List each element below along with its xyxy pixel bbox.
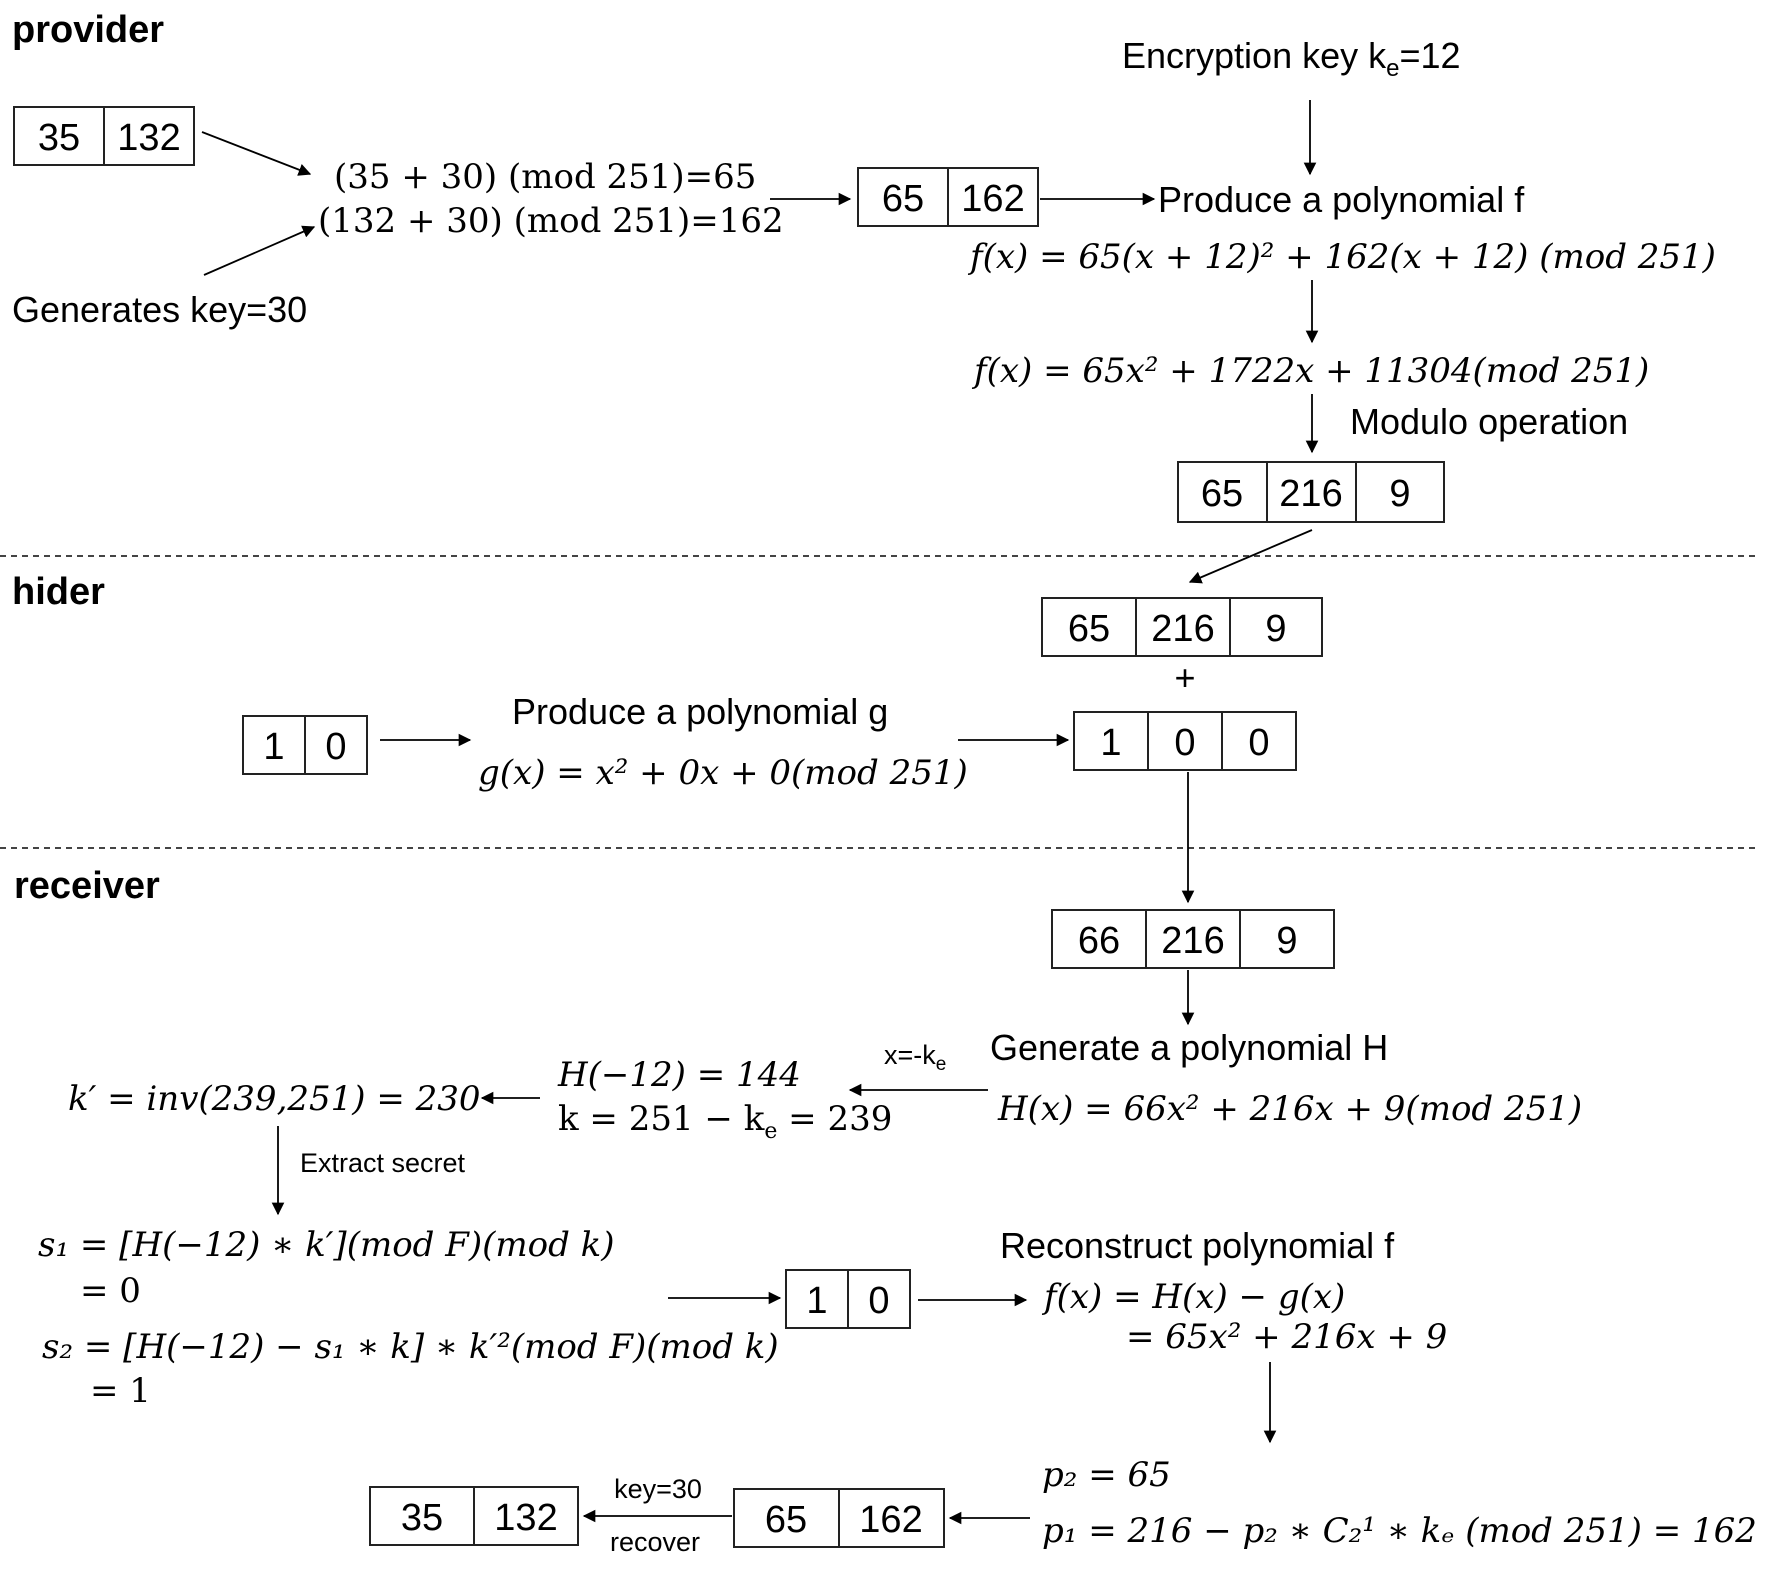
generates-key-label: Generates key=30: [12, 289, 308, 330]
box-cell: 9: [1276, 920, 1298, 962]
box-cell: 162: [961, 178, 1025, 220]
box-cell: 0: [1248, 722, 1270, 764]
box-cell: 35: [37, 117, 81, 159]
generate-h-label: Generate a polynomial H: [990, 1027, 1389, 1068]
section-receiver: receiver: [14, 865, 160, 907]
equation-s2: s₂ = [H(−12) − s₁ ∗ k] ∗ k′²(mod F)(mod k): [42, 1327, 779, 1367]
box-cell: 132: [494, 1497, 558, 1539]
equation-s1: s₁ = [H(−12) ∗ k′](mod F)(mod k): [38, 1225, 615, 1265]
reconstruct-f-label: Reconstruct polynomial f: [1000, 1225, 1395, 1266]
box-cell: 9: [1389, 473, 1411, 515]
equation-f-1: f(x) = 65(x + 12)² + 162(x + 12) (mod 251): [970, 237, 1716, 277]
equation-h-eval: H(−12) = 144: [558, 1055, 801, 1095]
arrow-key-to-add: [204, 227, 314, 275]
box-cell: 132: [117, 117, 181, 159]
produce-g-label: Produce a polynomial g: [512, 691, 889, 732]
box-cell: 0: [325, 726, 347, 768]
x-substitution-label: $x=-k_e$: [884, 1040, 947, 1075]
box-cell: 65: [881, 178, 925, 220]
box-cell: 1: [1100, 722, 1122, 764]
box-cell: 65: [764, 1499, 808, 1541]
encryption-key-label: Encryption key $k_e=12$: [1122, 35, 1461, 82]
equation-p2: p₂ = 65: [1042, 1455, 1171, 1495]
box-h-coefficients: [1052, 910, 1334, 968]
equation-s1-value: = 0: [80, 1271, 141, 1311]
box-secret-input: [14, 107, 194, 165]
equation-g: g(x) = x² + 0x + 0(mod 251): [478, 753, 968, 793]
plus-sign: +: [1174, 657, 1196, 698]
box-cell: 65: [1067, 608, 1111, 650]
produce-f-label: Produce a polynomial f: [1158, 179, 1525, 220]
box-cell: 216: [1151, 608, 1215, 650]
extract-secret-label: Extract secret: [300, 1148, 466, 1178]
equation-h: H(x) = 66x² + 216x + 9(mod 251): [998, 1089, 1583, 1129]
box-cell: 35: [400, 1497, 444, 1539]
equation-add-1: (35 + 30) (mod 251)=65: [334, 157, 757, 197]
box-cell: 216: [1279, 473, 1343, 515]
equation-p1: p₁ = 216 − p₂ ∗ C₂¹ ∗ kₑ (mod 251) = 162: [1042, 1511, 1757, 1551]
box-f-coefficients: [1178, 462, 1444, 522]
box-cell: 0: [1174, 722, 1196, 764]
box-cell: 9: [1265, 608, 1287, 650]
box-cell: 65: [1200, 473, 1244, 515]
equation-kprime: k′ = inv(239,251) = 230: [68, 1079, 481, 1119]
box-cell: 1: [806, 1280, 828, 1322]
box-cell: 162: [859, 1499, 923, 1541]
box-cell: 66: [1077, 920, 1121, 962]
equation-add-2: (132 + 30) (mod 251)=162: [318, 201, 784, 241]
key30-label: key=30: [614, 1474, 702, 1504]
equation-reconstruct-1: f(x) = H(x) − g(x): [1044, 1277, 1346, 1317]
box-secret-output: [370, 1487, 578, 1545]
equation-s2-value: = 1: [90, 1371, 151, 1411]
box-extracted: [786, 1270, 910, 1328]
box-shifted: [858, 168, 1038, 226]
box-cell: 1: [263, 726, 285, 768]
section-hider: hider: [12, 571, 105, 613]
arrow-provider-to-hider: [1190, 530, 1312, 582]
equation-f-2: f(x) = 65x² + 1722x + 11304(mod 251): [974, 351, 1650, 391]
box-g-input: [243, 716, 367, 774]
section-provider: provider: [12, 9, 165, 51]
box-recovered-shifted: [734, 1489, 944, 1547]
equation-reconstruct-2: = 65x² + 216x + 9: [1126, 1317, 1448, 1357]
box-cell: 0: [868, 1280, 890, 1322]
box-cell: 216: [1161, 920, 1225, 962]
equation-k: $k = 251 - k_e = 239$: [558, 1099, 893, 1144]
modulo-operation-label: Modulo operation: [1350, 401, 1629, 442]
box-hider-f: [1042, 598, 1322, 656]
box-g-coefficients: [1074, 712, 1296, 770]
arrow-secret-to-add: [202, 132, 310, 174]
recover-label: recover: [609, 1527, 701, 1557]
